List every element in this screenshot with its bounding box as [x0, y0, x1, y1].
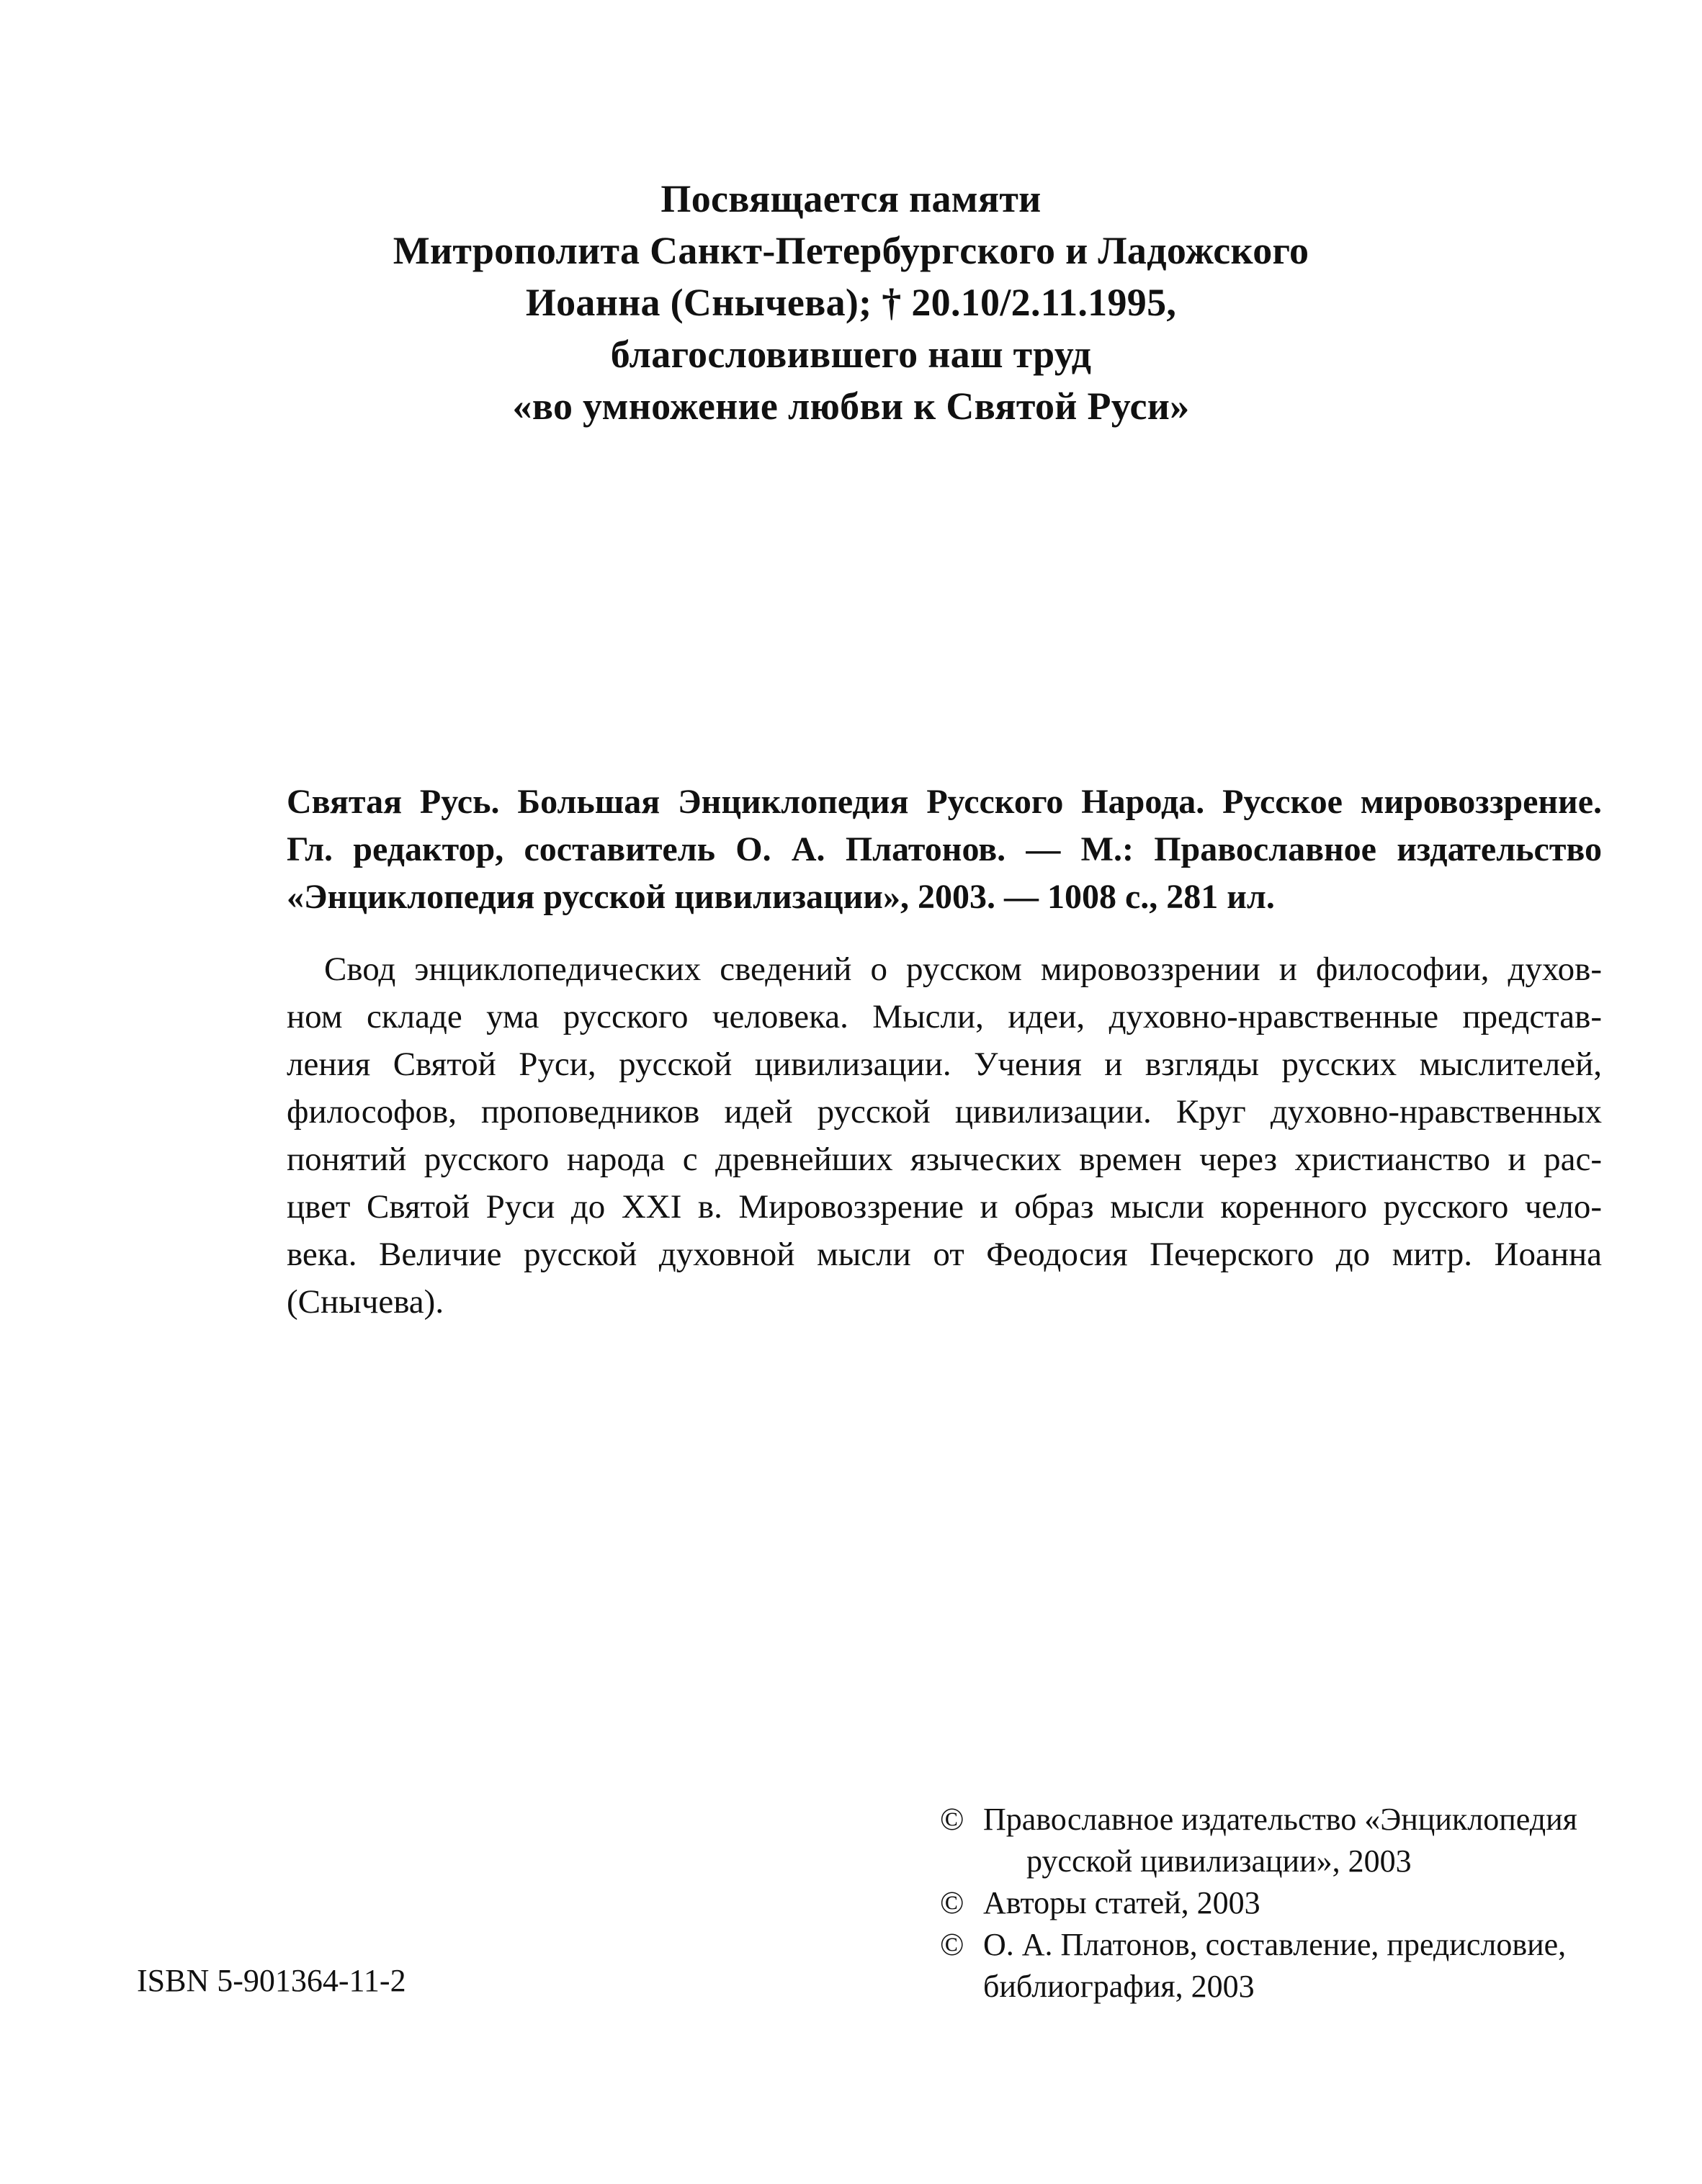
copyright-text: Православное издательство «Энциклопедия — [983, 1802, 1577, 1837]
dedication-line: Митрополита Санкт-Петербургского и Ладожского — [393, 229, 1309, 272]
copyright-symbol: © — [940, 1927, 964, 1962]
dedication-line: благословившего наш труд — [610, 333, 1092, 376]
abstract-line: понятий русского народа с древнейших языческих времен через христианство и рас- — [287, 1141, 1602, 1178]
abstract-line: века. Величие русской духовной мысли от Феодосия Печерского до митр. Иоанна — [287, 1236, 1602, 1273]
copyright-symbol: © — [940, 1802, 964, 1837]
copyright-item-authors — [940, 1882, 1617, 1924]
copyright-text: Авторы статей, 2003 — [983, 1885, 1260, 1920]
abstract-line: ления Святой Руси, русской цивилизации. Учения и взгляды русских мыслителей, — [287, 1046, 1602, 1083]
abstract-line: философов, проповедников идей русской цивилизации. Круг духовно-нравственных — [287, 1093, 1602, 1131]
copyright-symbol: © — [940, 1885, 964, 1920]
bibliographic-entry — [287, 778, 1602, 921]
copyright-text: русской цивилизации», 2003 — [1026, 1843, 1412, 1879]
dedication-line: Иоанна (Снычева); † 20.10/2.11.1995, — [525, 281, 1177, 324]
copyright-item-publisher — [940, 1799, 1617, 1882]
copyright-text: библиография, 2003 — [983, 1969, 1255, 2004]
dedication-block — [0, 173, 1702, 432]
dedication-line: «во умножение любви к Святой Руси» — [512, 385, 1190, 428]
copyright-text: О. А. Платонов, составление, предисловие, — [983, 1927, 1567, 1962]
bibliographic-line: Святая Русь. Большая Энциклопедия Русского Народа. Русское мировоззрение. — [287, 783, 1602, 821]
dedication-line: Посвящается памяти — [660, 177, 1042, 220]
abstract-line: ном складе ума русского человека. Мысли, идеи, духовно-нравственные представ- — [287, 998, 1602, 1035]
bibliographic-line: «Энциклопедия русской цивилизации», 2003. — 1008 с., 281 ил. — [287, 878, 1275, 916]
copyright-block — [940, 1799, 1617, 2008]
abstract-line: Свод энциклопедических сведений о русском мировоззрении и философии, духов- — [324, 951, 1602, 988]
isbn-number: ISBN 5-901364-11-2 — [137, 1963, 406, 1998]
abstract-line: (Снычева). — [287, 1283, 444, 1321]
abstract-paragraph — [287, 945, 1602, 1326]
bibliographic-line: Гл. редактор, составитель О. А. Платонов. — М.: Православное издательство — [287, 830, 1602, 868]
abstract-line: цвет Святой Руси до XXI в. Мировоззрение и образ мысли коренного русского чело- — [287, 1188, 1602, 1226]
copyright-item-compiler — [940, 1924, 1617, 2008]
